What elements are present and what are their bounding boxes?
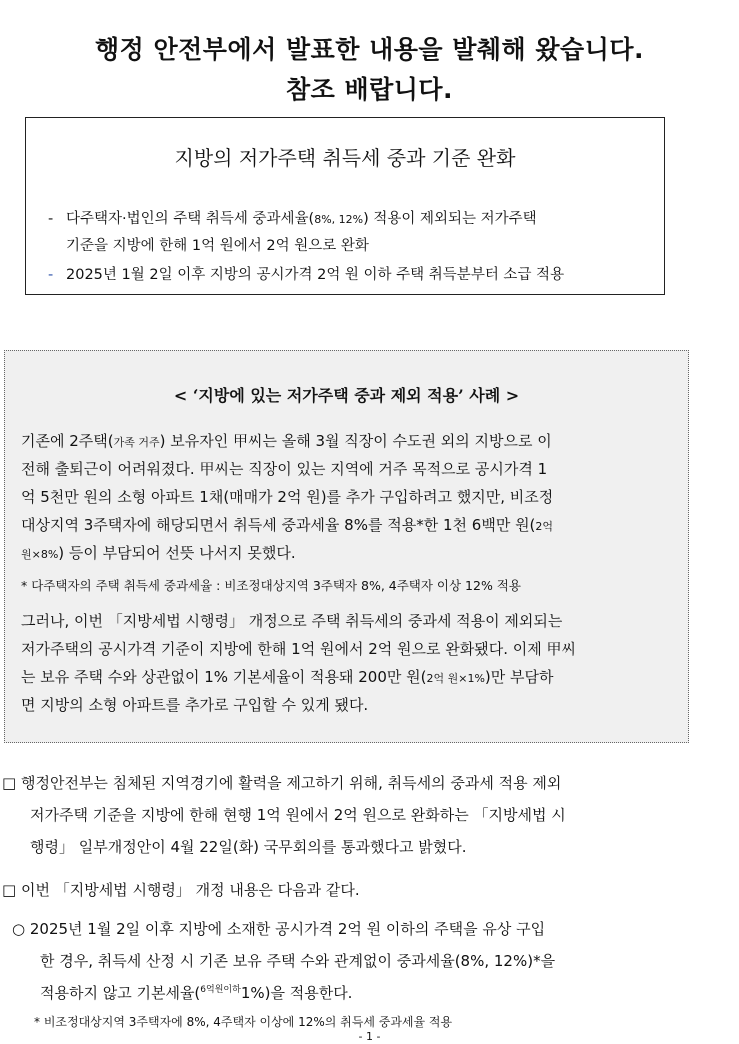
bullet-2 [2,879,360,900]
case-p1-l5-small: 원×8% [21,548,59,561]
case-p1-line-5 [21,542,296,563]
case-p1-line-4 [21,514,553,535]
case-title: < ‘지방에 있는 저가주택 중과 제외 적용’ 사례 > [173,386,520,405]
summary-box [25,117,665,295]
circle-item-l3-text-a: 적용하지 않고 기본세율( [40,984,201,1002]
square-bullet-icon: □ [2,881,17,899]
case-p1-l1-small: 가족 거주 [113,436,160,449]
summary-item-1-text-b: ) 적용이 제외되는 저가주택 [363,211,537,227]
case-p1-l1-text-b: ) 보유자인 甲씨는 올해 3월 직장이 수도권 외의 지방으로 이 [159,432,552,450]
circle-item-line-1 [12,918,545,939]
page-number: - 1 - [358,1030,381,1043]
case-p1-l1-text-a: 기존에 2주택( [21,432,114,450]
summary-item-1-dash: - [48,211,54,227]
summary-item-1-line-2: 기준을 지방에 한해 1억 원에서 2억 원으로 완화 [66,238,369,254]
footnote: * 비조정대상지역 3주택자에 8%, 4주택자 이상에 12%의 취득세 중과세율 적용 [34,1015,453,1029]
circle-item-l1-text: 2025년 1월 2일 이후 지방에 소재한 공시가격 2억 원 이하의 주택을 유상 구입 [29,920,546,938]
summary-title: 지방의 저가주택 취득세 중과 기준 완화 [174,146,516,170]
case-p2-l3-small: 2억 원×1% [426,672,485,685]
case-p2-line-3 [21,666,554,687]
case-p1-line-3: 억 5천만 원의 소형 아파트 1채(매매가 2억 원)를 추가 구입하려고 했지만, 비조정 [21,488,554,506]
circle-item-line-3 [40,982,352,1003]
bullet-2-text: 이번 「지방세법 시행령」 개정 내용은 다음과 같다. [20,881,360,899]
circle-item-l3-sup: 6억원이하 [200,985,241,995]
bullet-1-line-1 [2,772,561,793]
case-p1-line-2: 전해 출퇴근이 어려워졌다. 甲씨는 직장이 있는 지역에 거주 목적으로 공시가격 1 [21,460,548,478]
case-p2-l3-text-b: )만 부담하 [484,668,554,686]
summary-item-1-text-a: 다주택자·법인의 주택 취득세 중과세율( [66,211,315,227]
circle-bullet-icon: ○ [12,920,26,938]
page-heading-line1: 행정 안전부에서 발표한 내용을 발췌해 왔습니다. [94,35,645,64]
case-p1-l4-text-a: 대상지역 3주택자에 해당되면서 취득세 중과세율 8%를 적용*한 1천 6백만 원( [21,516,536,534]
page-heading-line2: 참조 배랍니다. [285,75,454,104]
summary-item-2-dash: - [48,267,54,283]
summary-item-1-line-1 [48,207,537,228]
case-example-box [4,350,689,743]
bullet-1-line-3: 행령」 일부개정안이 4월 22일(화) 국무회의를 통과했다고 밝혔다. [30,838,467,856]
circle-item-line-2: 한 경우, 취득세 산정 시 기존 보유 주택 수와 관계없이 중과세율(8%, 12%)*을 [40,952,556,970]
case-p1-l5-text-b: ) 등이 부담되어 선뜻 나서지 못했다. [58,544,296,562]
case-p1-line-1 [21,430,552,451]
summary-item-2-text: 2025년 1월 2일 이후 지방의 공시가격 2억 원 이하 주택 취득분부터 소급 적용 [66,267,565,283]
circle-item-l3-text-b: 1%)을 적용한다. [240,984,353,1002]
summary-item-2 [48,263,564,284]
case-p2-line-2: 저가주택의 공시가격 기준이 지방에 한해 1억 원에서 2억 원으로 완화됐다. 이제 甲씨 [21,640,576,658]
case-p1-l4-small: 2억 [535,520,554,533]
square-bullet-icon: □ [2,774,17,792]
summary-item-1-rates: 8%, 12% [314,213,364,226]
case-p2-l3-text-a: 는 보유 주택 수와 상관없이 1% 기본세율이 적용돼 200만 원( [21,668,427,686]
case-rate-note: * 다주택자의 주택 취득세 중과세율 : 비조정대상지역 3주택자 8%, 4주택자 이상 12% 적용 [21,578,521,593]
case-p2-line-1: 그러나, 이번 「지방세법 시행령」 개정으로 주택 취득세의 중과세 적용이 제외되는 [21,612,563,630]
bullet-1-line-2: 저가주택 기준을 지방에 한해 현행 1억 원에서 2억 원으로 완화하는 「지방세법 시 [30,806,566,824]
bullet-1-l1-text: 행정안전부는 침체된 지역경기에 활력을 제고하기 위해, 취득세의 중과세 적용 제외 [20,774,562,792]
case-p2-line-4: 면 지방의 소형 아파트를 추가로 구입할 수 있게 됐다. [21,696,369,714]
